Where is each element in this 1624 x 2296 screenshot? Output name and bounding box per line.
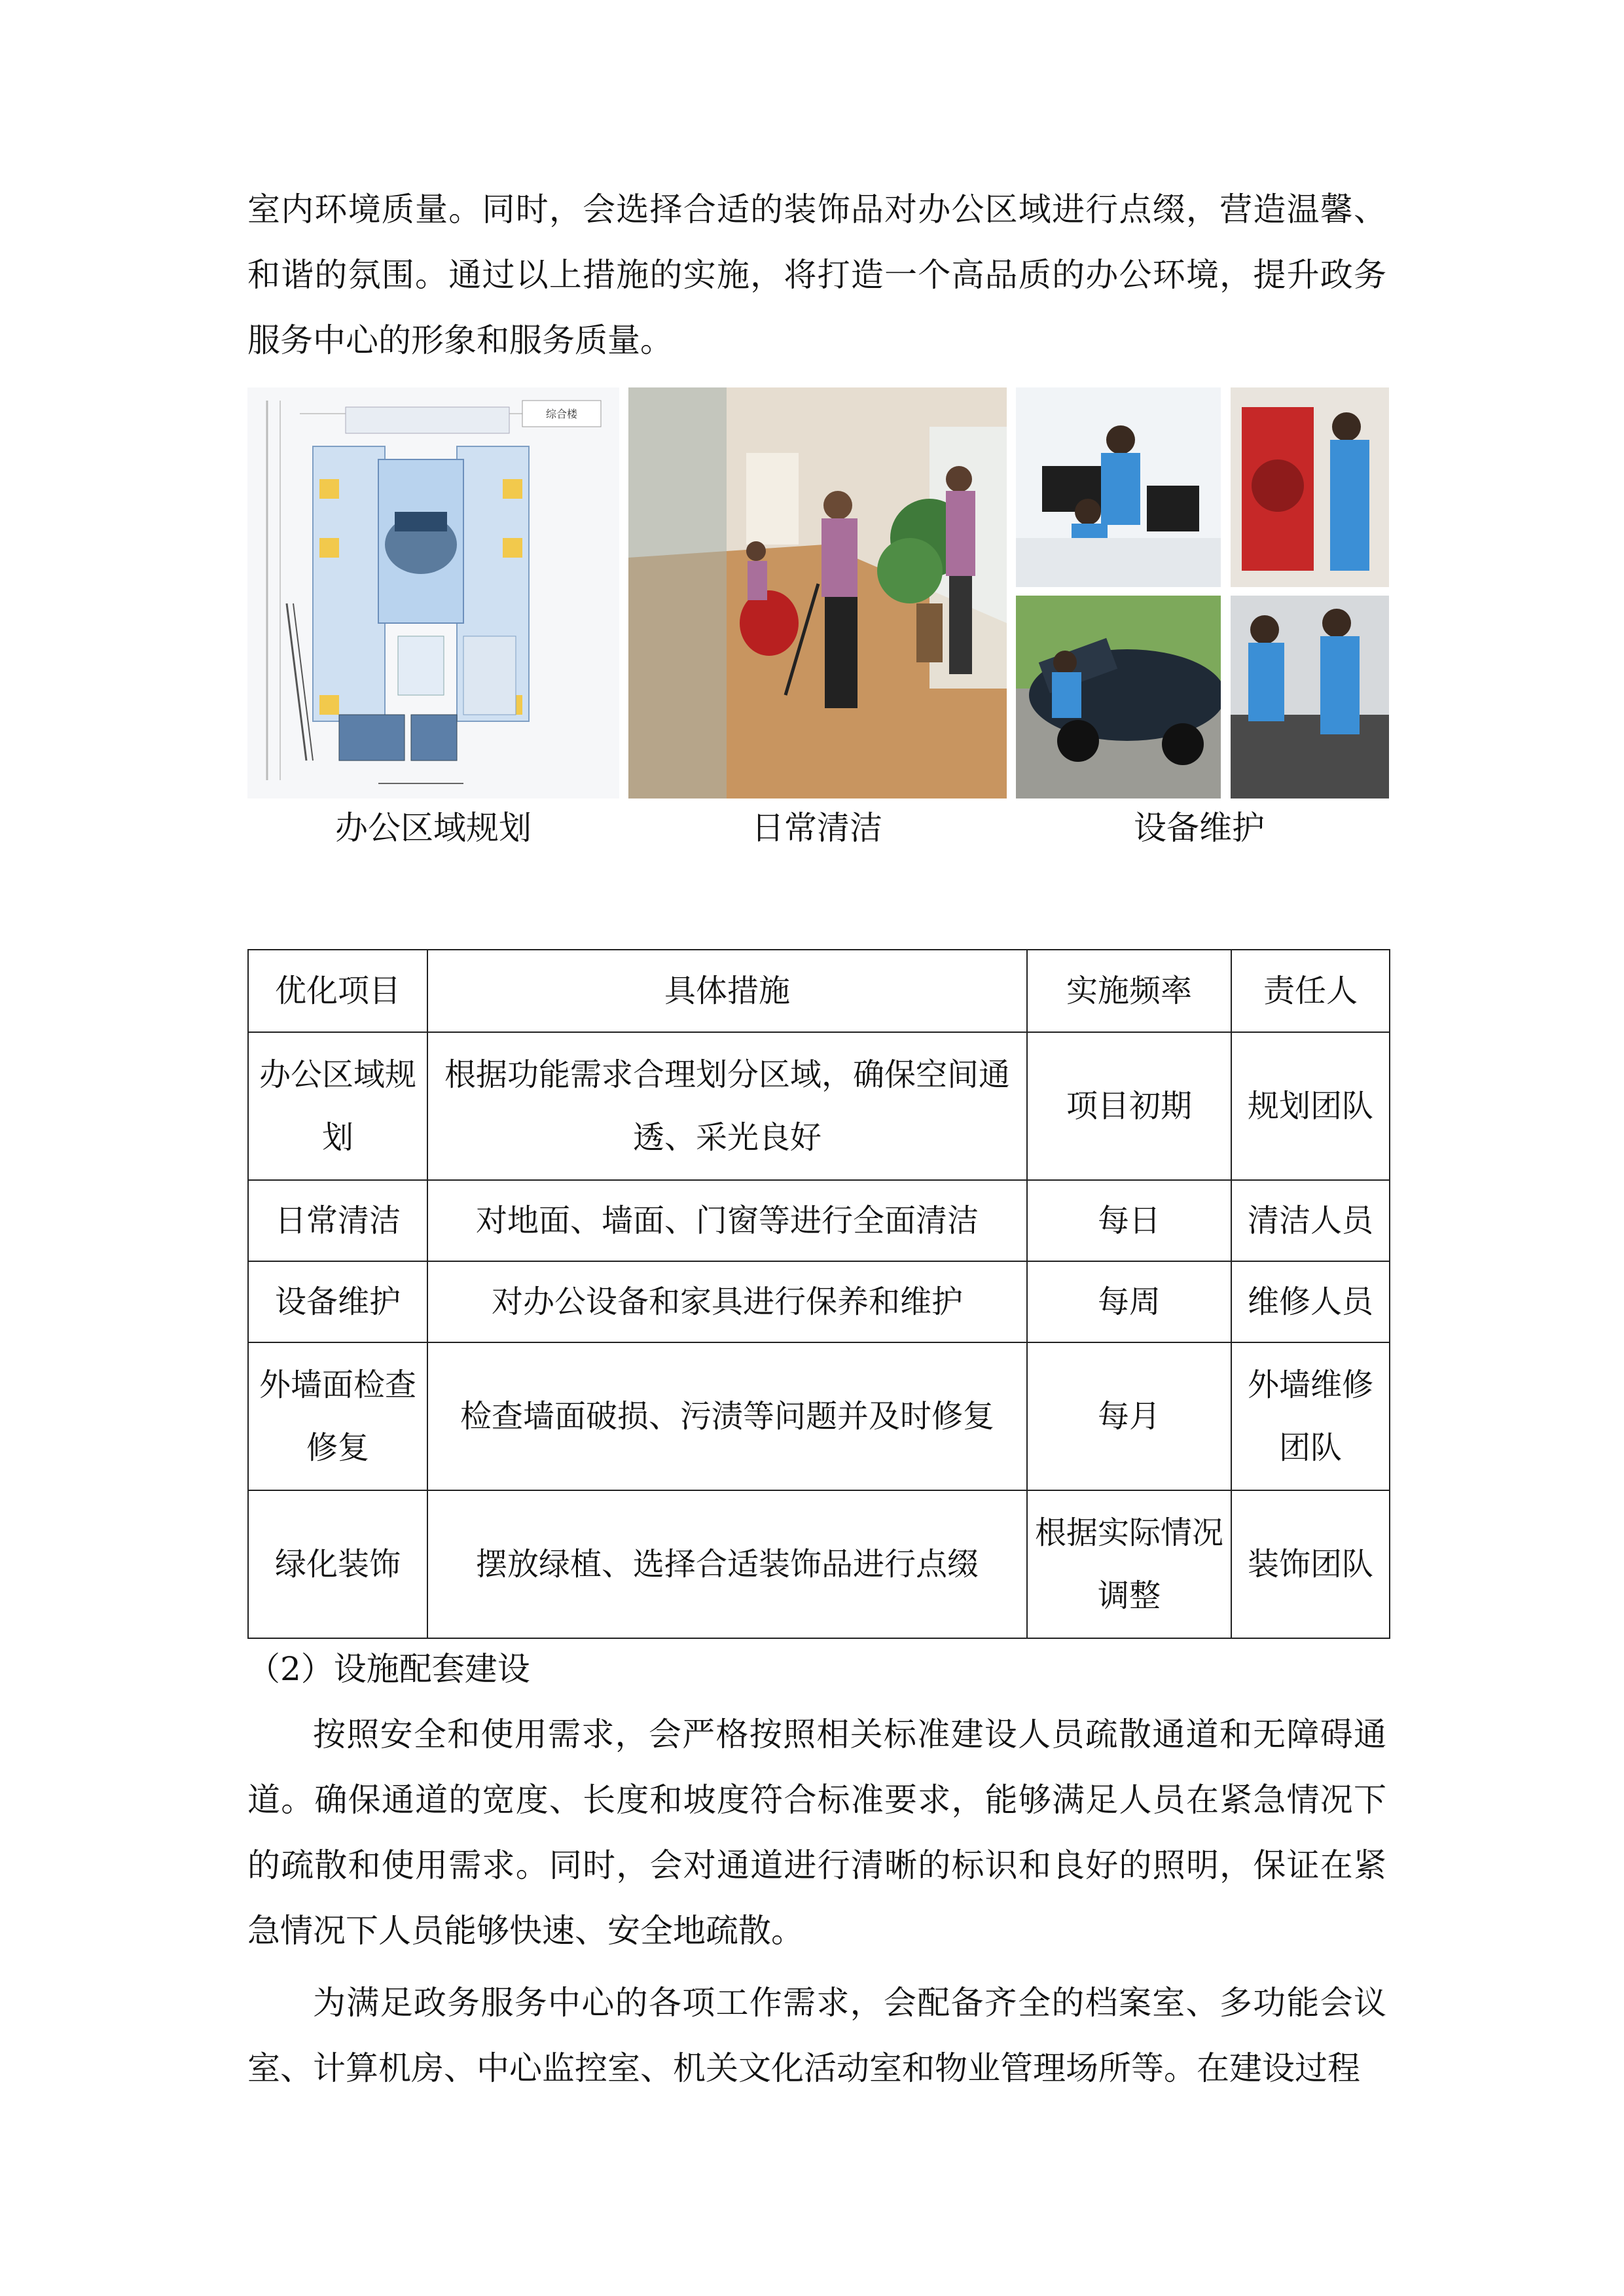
plan-banner-text: 综合楼 [545,408,578,420]
caption-office-planning: 办公区域规划 [335,809,532,847]
table-cell: 绿化装饰 [248,1490,427,1638]
table-cell: 维修人员 [1231,1261,1390,1342]
floor-plan-image [247,387,619,798]
header-item: 优化项目 [248,950,427,1032]
body-paragraph-2: 为满足政务服务中心的各项工作需求，会配备齐全的档案室、多功能会议室、计算机房、中心监控室、机关文化活动室和物业管理场所等。在建设过程 [247,1984,1386,2087]
table-cell: 办公区域规划 [248,1032,427,1180]
table-row [248,1342,1390,1490]
intro-paragraph: 室内环境质量。同时，会选择合适的装饰品对办公区域进行点缀，营造温馨、和谐的氛围。通过以上措施的实施，将打造一个高品质的办公环境，提升政务服务中心的形象和服务质量。 [247,190,1386,359]
section-heading: （2）设施配套建设 [247,1650,530,1688]
caption-equipment-maintenance: 设备维护 [1134,809,1265,847]
table-cell: 装饰团队 [1231,1490,1390,1638]
table-header-row [248,950,1390,1032]
table-cell: 每日 [1027,1180,1231,1261]
table-row [248,1032,1390,1180]
equipment-maintenance-image [1016,387,1389,798]
table-row [248,1261,1390,1342]
table-cell: 每周 [1027,1261,1231,1342]
table-cell: 规划团队 [1231,1032,1390,1180]
caption-daily-cleaning: 日常清洁 [751,809,882,847]
table-cell: 根据功能需求合理划分区域，确保空间通透、采光良好 [427,1032,1027,1180]
table-cell: 摆放绿植、选择合适装饰品进行点缀 [427,1490,1027,1638]
table-cell: 清洁人员 [1231,1180,1390,1261]
table-cell: 外墙维修团队 [1231,1342,1390,1490]
table-cell: 每月 [1027,1342,1231,1490]
table-cell: 日常清洁 [248,1180,427,1261]
table-cell: 设备维护 [248,1261,427,1342]
table-cell: 外墙面检查修复 [248,1342,427,1490]
table-cell: 根据实际情况调整 [1027,1490,1231,1638]
table-row [248,1490,1390,1638]
header-measure: 具体措施 [427,950,1027,1032]
table-cell: 检查墙面破损、污渍等问题并及时修复 [427,1342,1027,1490]
table-cell: 对地面、墙面、门窗等进行全面清洁 [427,1180,1027,1261]
table-row [248,1180,1390,1261]
header-frequency: 实施频率 [1027,950,1231,1032]
body-paragraph-1: 按照安全和使用需求，会严格按照相关标准建设人员疏散通道和无障碍通道。确保通道的宽度、长度和坡度符合标准要求，能够满足人员在紧急情况下的疏散和使用需求。同时，会对通道进行清晰的标识和良好的照明，保证在紧急情况下人员能够快速、安全地疏散。 [247,1715,1386,1950]
optimization-table [247,949,1390,1639]
table-cell: 项目初期 [1027,1032,1231,1180]
daily-cleaning-image [628,387,1007,798]
header-owner: 责任人 [1231,950,1390,1032]
table-cell: 对办公设备和家具进行保养和维护 [427,1261,1027,1342]
